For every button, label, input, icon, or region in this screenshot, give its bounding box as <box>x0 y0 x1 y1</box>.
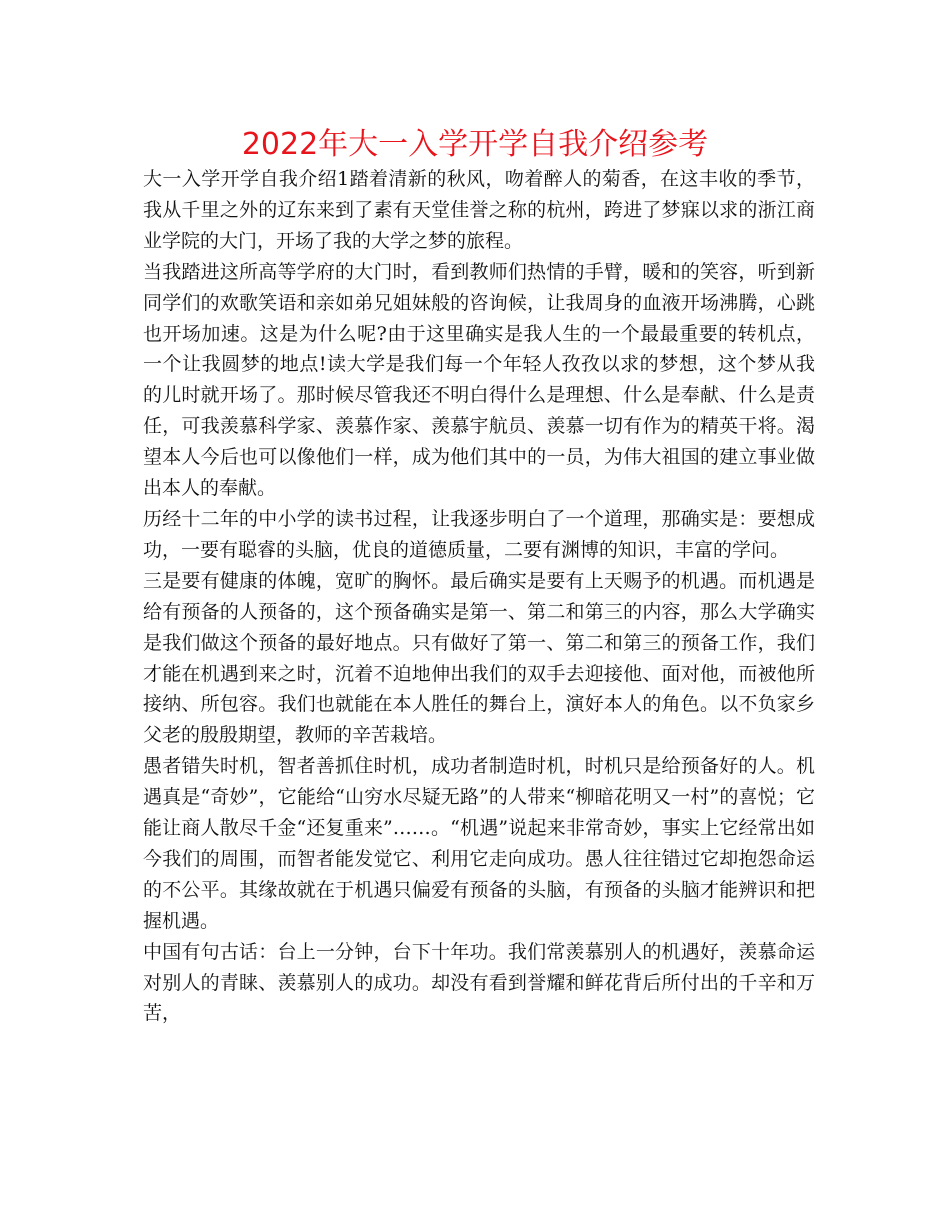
paragraph-1: 大一入学开学自我介绍1踏着清新的秋风，吻着醉人的菊香，在这丰收的季节，我从千里之外的辽东来到了素有天堂佳誉之称的杭州，跨进了梦寐以求的浙江商业学院的大门，开场了我的大学之梦的旅程。 <box>143 168 815 252</box>
document-body <box>143 164 815 1029</box>
paragraph-2: 当我踏进这所高等学府的大门时，看到教师们热情的手臂，暖和的笑容，听到新同学们的欢歌笑语和亲如弟兄姐妹般的咨询候，让我周身的血液开场沸腾，心跳也开场加速。这是为什么呢?由于这里确实是我人生的一个最最重要的转机点，一个让我圆梦的地点!读大学是我们每一个年轻人孜孜以求的梦想，这个梦从我的儿时就开场了。那时候尽管我还不明白得什么是理想、什么是奉献、什么是责任，可我羡慕科学家、羡慕作家、羡慕宇航员、羡慕一切有作为的精英干将。渴望本人今后也可以像他们一样，成为他们其中的一员，为伟大祖国的建立事业做出本人的奉献。 <box>143 260 815 500</box>
document-title: 2022年大一入学开学自我介绍参考 <box>241 127 709 162</box>
paragraph-6: 中国有句古话：台上一分钟，台下十年功。我们常羡慕别人的机遇好，羡慕命运对别人的青睐、羡慕别人的成功。却没有看到誉耀和鲜花背后所付出的千辛和万苦， <box>143 940 815 1025</box>
paragraph-4: 三是要有健康的体魄，宽旷的胸怀。最后确实是要有上天赐予的机遇。而机遇是给有预备的人预备的，这个预备确实是第一、第二和第三的内容，那么大学确实是我们做这个预备的最好地点。只有做好了第一、第二和第三的预备工作，我们才能在机遇到来之时，沉着不迫地伸出我们的双手去迎接他、面对他，而被他所接纳、所包容。我们也就能在本人胜任的舞台上，演好本人的角色。以不负家乡父老的殷殷期望，教师的辛苦栽培。 <box>143 569 815 747</box>
paragraph-5: 愚者错失时机，智者善抓住时机，成功者制造时机，时机只是给预备好的人。机遇真是“奇妙”，它能给“山穷水尽疑无路”的人带来“柳暗花明又一村”的喜悦；它能让商人散尽千金“还复重来”……。“机遇”说起来非常奇妙，事实上它经常出如今我们的周围，而智者能发觉它、利用它走向成功。愚人往往错过它却抱怨命运的不公平。其缘故就在于机遇只偏爱有预备的头脑，有预备的头脑才能辨识和把握机遇。 <box>143 755 815 932</box>
paragraph-3: 历经十二年的中小学的读书过程，让我逐步明白了一个道理，那确实是：要想成功，一要有聪睿的头脑，优良的道德质量，二要有渊博的知识，丰富的学问。 <box>143 507 815 561</box>
